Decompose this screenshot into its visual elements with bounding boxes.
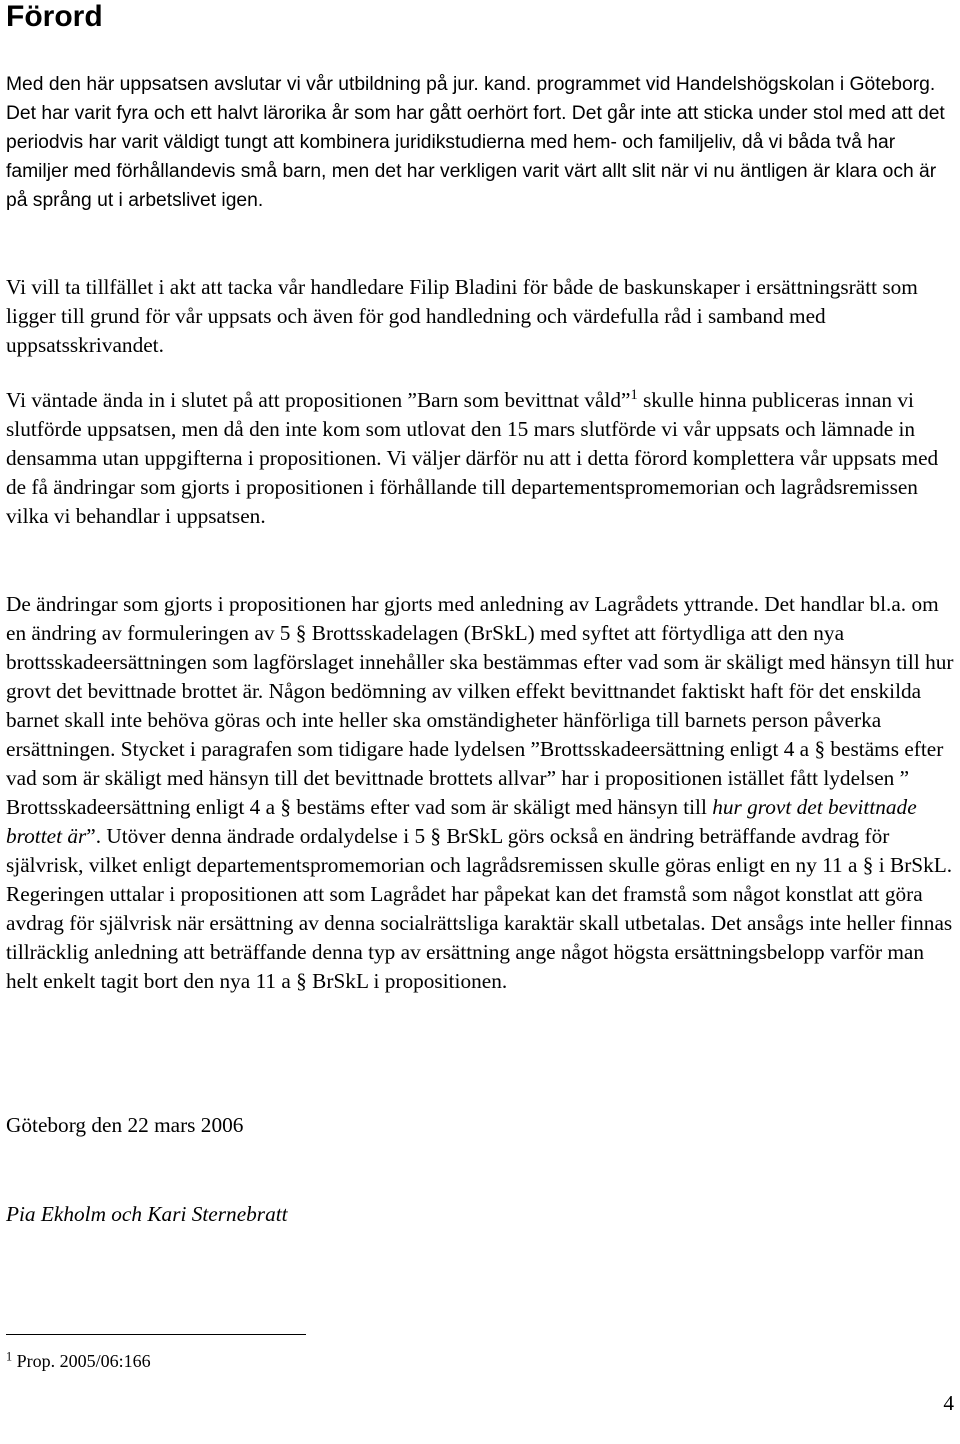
footnote-number: 1 bbox=[6, 1349, 13, 1364]
page-title: Förord bbox=[6, 0, 103, 33]
paragraph-changes-part1: De ändringar som gjorts i propositionen har gjorts med anledning av Lagrådets yttrande. Det handlar bl.a. om en ändring av formuleringen av 5 § Brottsskadelagen (BrSkL) med syftet att förtydliga att den nya brottsskadeersättningen som lagförslaget innehåller ska bestämmas efter vad som är skäligt med hänsyn till hur grovt det bevittnade brottet är. Någon bedömning av vilken effekt bevittnandet faktiskt haft för det enskilda barnet skall inte behöva göras och inte heller ska omständigheter hänförliga till barnets person påverka ersättningen. Stycket i paragrafen som tidigare hade lydelsen ”Brottsskadeersättning enligt 4 a § bestäms efter vad som är skäligt med hänsyn till det bevittnade brottets allvar” har i propositionen istället fått lydelsen ” Brottsskadeersättning enligt 4 a § bestäms efter vad som är skäligt med hänsyn till bbox=[6, 592, 954, 819]
paragraph-proposition bbox=[6, 386, 956, 531]
footnote bbox=[6, 1348, 151, 1374]
place-date: Göteborg den 22 mars 2006 bbox=[6, 1113, 244, 1137]
page-number: 4 bbox=[943, 1391, 954, 1415]
paragraph-changes-part2: ”. Utöver denna ändrade ordalydelse i 5 § BrSkL görs också en ändring beträffande avdrag för självrisk, vilket enligt departementspromemorian och lagrådsremissen skulle göras enligt en ny 11 a § i BrSkL. Regeringen uttalar i propositionen att som Lagrådet har påpekat kan det framstå som något konstlat att göra avdrag för självrisk när ersättning av denna socialrättsliga karaktär skall utbetalas. Det ansågs inte heller finnas tillräcklig anledning att beträffande denna typ av ersättning ange något högsta ersättningsbelopp varför man helt enkelt tagit bort den nya 11 a § BrSkL i propositionen. bbox=[6, 824, 953, 993]
paragraph-intro: Med den här uppsatsen avslutar vi vår utbildning på jur. kand. programmet vid Handelshögskolan i Göteborg. Det har varit fyra och ett halvt lärorika år som har gått oerhört fort. Det går inte att sticka under stol med att det periodvis har varit väldigt tungt att kombinera juridikstudierna med hem- och familjeliv, då vi båda två har familjer med förhållandevis små barn, men det har verkligen varit värt allt slit när vi nu äntligen är klara och är på språng ut i arbetslivet igen. bbox=[6, 74, 945, 211]
paragraph-thanks: Vi vill ta tillfället i akt att tacka vår handledare Filip Bladini för både de baskunskaper i ersättningsrätt som ligger till grund för vår uppsats och även för god handledning och värdefulla råd i samband med uppsatsskrivandet. bbox=[6, 275, 918, 357]
footnote-reference: 1 bbox=[630, 387, 638, 404]
author-signature: Pia Ekholm och Kari Sternebratt bbox=[6, 1202, 288, 1226]
quoted-italic-phrase: hur grovt det bevittnade brottet är bbox=[6, 795, 917, 848]
paragraph-proposition-end: skulle hinna publiceras innan vi slutförde uppsatsen, men då den inte kom som utlovat den 15 mars slutförde vi vår uppsats och lämnade in densamma utan uppgifterna i propositionen. Vi väljer därför nu att i detta förord komplettera vår uppsats med de få ändringar som gjorts i propositionen i förhållande till departementspromemorian och lagrådsremissen vilka vi behandlar i uppsatsen. bbox=[6, 388, 939, 528]
paragraph-proposition-start: Vi väntade ända in i slutet på att propositionen ”Barn som bevittnat våld” bbox=[6, 388, 631, 412]
footnote-text: Prop. 2005/06:166 bbox=[12, 1351, 151, 1371]
footnote-separator bbox=[6, 1334, 306, 1335]
paragraph-changes bbox=[6, 590, 956, 996]
